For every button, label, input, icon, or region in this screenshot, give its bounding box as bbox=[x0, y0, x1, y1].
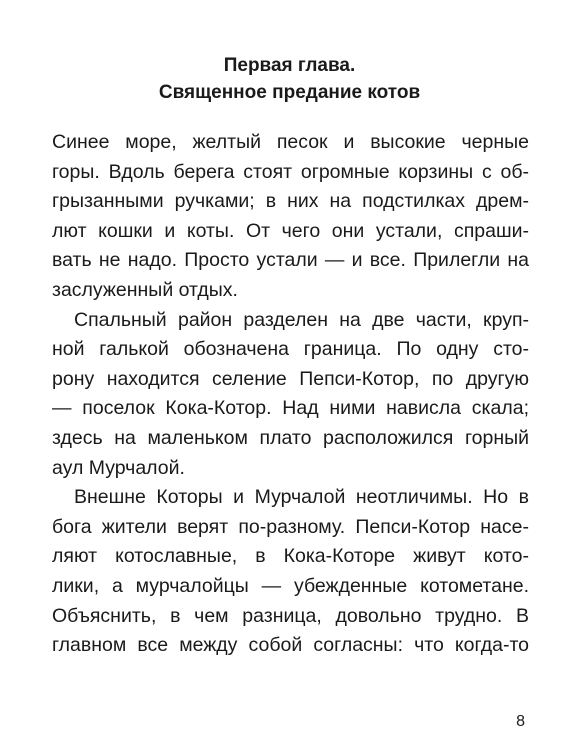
text-line: ляют котославные, в Кока-Которе живут кото- bbox=[52, 545, 529, 568]
chapter-title-line-2: Священное предание котов bbox=[158, 82, 421, 103]
text-line: здесь на маленьком плато расположился горный bbox=[52, 426, 529, 449]
body-text bbox=[52, 128, 529, 661]
page-number: 8 bbox=[516, 713, 525, 730]
chapter-title bbox=[0, 52, 579, 106]
text-line: Внешне Которы и Мурчалой неотличимы. Но в bbox=[74, 486, 529, 509]
text-line: ной галькой обозначена граница. По одну сто- bbox=[52, 338, 529, 361]
chapter-title-line-1: Первая глава. bbox=[223, 55, 356, 76]
text-line: рону находится селение Пепси-Котор, по другую bbox=[52, 367, 529, 390]
text-line: грызанными ручками; в них на подстилках дрем- bbox=[52, 190, 529, 213]
text-line: — поселок Кока-Котор. Над ними нависла скала; bbox=[52, 397, 529, 420]
text-line: главном все между собой согласны: что когда-то bbox=[52, 634, 529, 657]
text-line: Синее море, желтый песок и высокие черные bbox=[52, 131, 529, 153]
paragraph-3 bbox=[52, 483, 529, 661]
text-line: лики, а мурчалойцы — убежденные котометане. bbox=[52, 574, 529, 597]
text-line: Объяснить, в чем разница, довольно трудно. В bbox=[52, 604, 529, 627]
paragraph-1 bbox=[52, 128, 529, 306]
text-line: заслуженный отдых. bbox=[52, 278, 238, 301]
text-line: бога жители верят по-разному. Пепси-Котор насе- bbox=[52, 515, 529, 538]
text-line: горы. Вдоль берега стоят огромные корзины с об- bbox=[52, 160, 529, 183]
text-line: аул Мурчалой. bbox=[52, 456, 185, 479]
text-line: Спальный район разделен на две части, круп- bbox=[74, 308, 529, 331]
text-line: вать не надо. Просто устали — и все. Прилегли на bbox=[52, 249, 529, 272]
paragraph-2 bbox=[52, 306, 529, 484]
text-line: лют кошки и коты. От чего они устали, спраши- bbox=[52, 219, 529, 242]
